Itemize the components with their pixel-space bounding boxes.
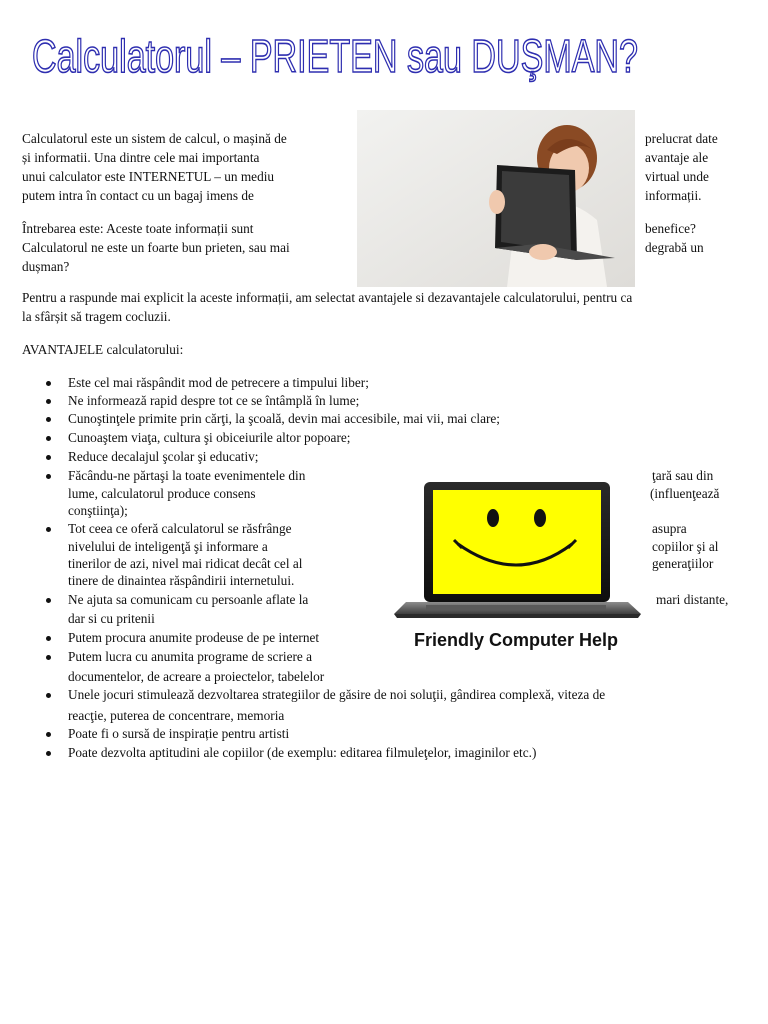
bullet-icon: [46, 636, 51, 641]
explanation-paragraph: [22, 288, 742, 326]
intro-line: și informatii. Una dintre cele mai importanta: [22, 150, 260, 165]
bullet-icon: [46, 399, 51, 404]
smiley-right-eye: [534, 509, 546, 527]
paragraph-line: Pentru a raspunde mai explicit la aceste informații, am selectat avantajele si dezavantajele calculatorului, pentru ca: [22, 290, 633, 305]
intro-line: unui calculator este INTERNETUL – un mediu: [22, 169, 275, 184]
woman-laptop-photo: [357, 110, 635, 287]
bullet-icon: [46, 655, 51, 660]
bullet-icon: [46, 381, 51, 386]
bullet-icon: [46, 474, 51, 479]
intro-line: putem intra în contact cu un bagaj imens de: [22, 188, 254, 203]
page-title: [30, 22, 750, 84]
bullet-icon: [46, 598, 51, 603]
paragraph-line: la sfârșit să tragem cocluzii.: [22, 309, 171, 324]
intro-line: Calculatorul este un sistem de calcul, o mașină de: [22, 131, 287, 146]
bullet-icon: [46, 417, 51, 422]
intro-line-right: virtual unde: [645, 169, 709, 184]
smiley-laptop-image: [386, 478, 646, 656]
title-text: Calculatorul – PRIETEN sau DUŞMAN?: [32, 30, 638, 82]
bullet-icon: [46, 693, 51, 698]
question-line: Întrebarea este: Aceste toate informații sunt: [22, 221, 254, 236]
bullet-icon: [46, 455, 51, 460]
smiley-left-eye: [487, 509, 499, 527]
intro-line-right: avantaje ale: [645, 150, 709, 165]
intro-line-right: informații.: [645, 188, 702, 203]
image-caption: Friendly Computer Help: [413, 630, 619, 650]
question-line-right: degrabă un: [645, 240, 704, 255]
advantages-heading: AVANTAJELE calculatorului:: [22, 342, 184, 357]
bullet-icon: [46, 732, 51, 737]
bullet-icon: [46, 527, 51, 532]
question-line: Calculatorul ne este un foarte bun prieten, sau mai: [22, 240, 290, 255]
intro-line-right: prelucrat date: [645, 131, 718, 146]
question-line-right: benefice?: [645, 221, 696, 236]
question-line: dușman?: [22, 259, 70, 274]
bullet-icon: [46, 751, 51, 756]
bullet-icon: [46, 436, 51, 441]
